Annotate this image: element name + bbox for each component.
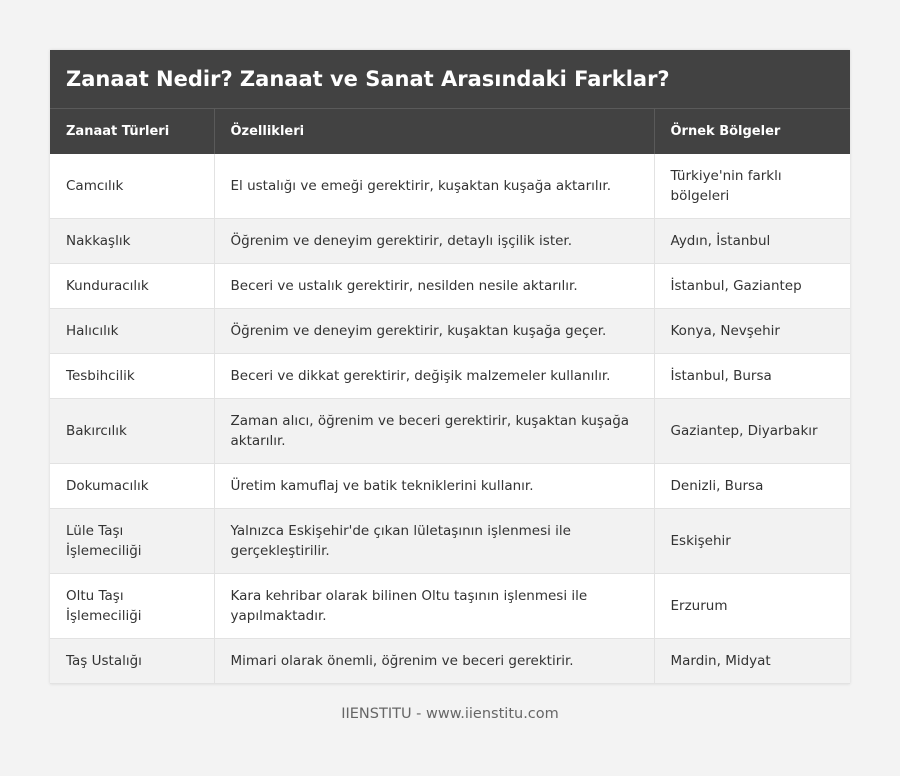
regions-cell: Gaziantep, Diyarbakır	[654, 399, 850, 464]
features-cell: Yalnızca Eskişehir'de çıkan lületaşının işlenmesi ile gerçekleştirilir.	[214, 509, 654, 574]
regions-cell: Aydın, İstanbul	[654, 219, 850, 264]
crafts-table	[50, 108, 850, 684]
table-row	[50, 574, 850, 639]
regions-cell: İstanbul, Gaziantep	[654, 264, 850, 309]
table-row	[50, 509, 850, 574]
craft-cell: Kunduracılık	[50, 264, 214, 309]
regions-cell: İstanbul, Bursa	[654, 354, 850, 399]
column-header-regions: Örnek Bölgeler	[654, 109, 850, 154]
table-row	[50, 354, 850, 399]
regions-cell: Mardin, Midyat	[654, 639, 850, 684]
table-row	[50, 464, 850, 509]
table-title: Zanaat Nedir? Zanaat ve Sanat Arasındaki Farklar?	[50, 50, 850, 108]
features-cell: Mimari olarak önemli, öğrenim ve beceri gerektirir.	[214, 639, 654, 684]
craft-cell: Camcılık	[50, 154, 214, 219]
features-cell: Üretim kamuflaj ve batik tekniklerini kullanır.	[214, 464, 654, 509]
craft-cell: Bakırcılık	[50, 399, 214, 464]
column-header-craft: Zanaat Türleri	[50, 109, 214, 154]
craft-cell: Tesbihcilik	[50, 354, 214, 399]
regions-cell: Denizli, Bursa	[654, 464, 850, 509]
craft-cell: Taş Ustalığı	[50, 639, 214, 684]
table-row	[50, 264, 850, 309]
table-row	[50, 399, 850, 464]
features-cell: Zaman alıcı, öğrenim ve beceri gerektirir, kuşaktan kuşağa aktarılır.	[214, 399, 654, 464]
craft-cell: Nakkaşlık	[50, 219, 214, 264]
table-card	[50, 50, 850, 684]
column-header-features: Özellikleri	[214, 109, 654, 154]
table-row	[50, 219, 850, 264]
features-cell: Öğrenim ve deneyim gerektirir, detaylı işçilik ister.	[214, 219, 654, 264]
features-cell: Beceri ve dikkat gerektirir, değişik malzemeler kullanılır.	[214, 354, 654, 399]
header-row	[50, 109, 850, 154]
regions-cell: Türkiye'nin farklı bölgeleri	[654, 154, 850, 219]
regions-cell: Erzurum	[654, 574, 850, 639]
features-cell: Öğrenim ve deneyim gerektirir, kuşaktan kuşağa geçer.	[214, 309, 654, 354]
craft-cell: Dokumacılık	[50, 464, 214, 509]
features-cell: El ustalığı ve emeği gerektirir, kuşaktan kuşağa aktarılır.	[214, 154, 654, 219]
features-cell: Beceri ve ustalık gerektirir, nesilden nesile aktarılır.	[214, 264, 654, 309]
table-row	[50, 154, 850, 219]
footer-credit: IIENSTITU - www.iienstitu.com	[341, 706, 559, 722]
craft-cell: Oltu Taşı İşlemeciliği	[50, 574, 214, 639]
table-row	[50, 309, 850, 354]
table-row	[50, 639, 850, 684]
features-cell: Kara kehribar olarak bilinen Oltu taşının işlenmesi ile yapılmaktadır.	[214, 574, 654, 639]
craft-cell: Lüle Taşı İşlemeciliği	[50, 509, 214, 574]
regions-cell: Konya, Nevşehir	[654, 309, 850, 354]
craft-cell: Halıcılık	[50, 309, 214, 354]
regions-cell: Eskişehir	[654, 509, 850, 574]
